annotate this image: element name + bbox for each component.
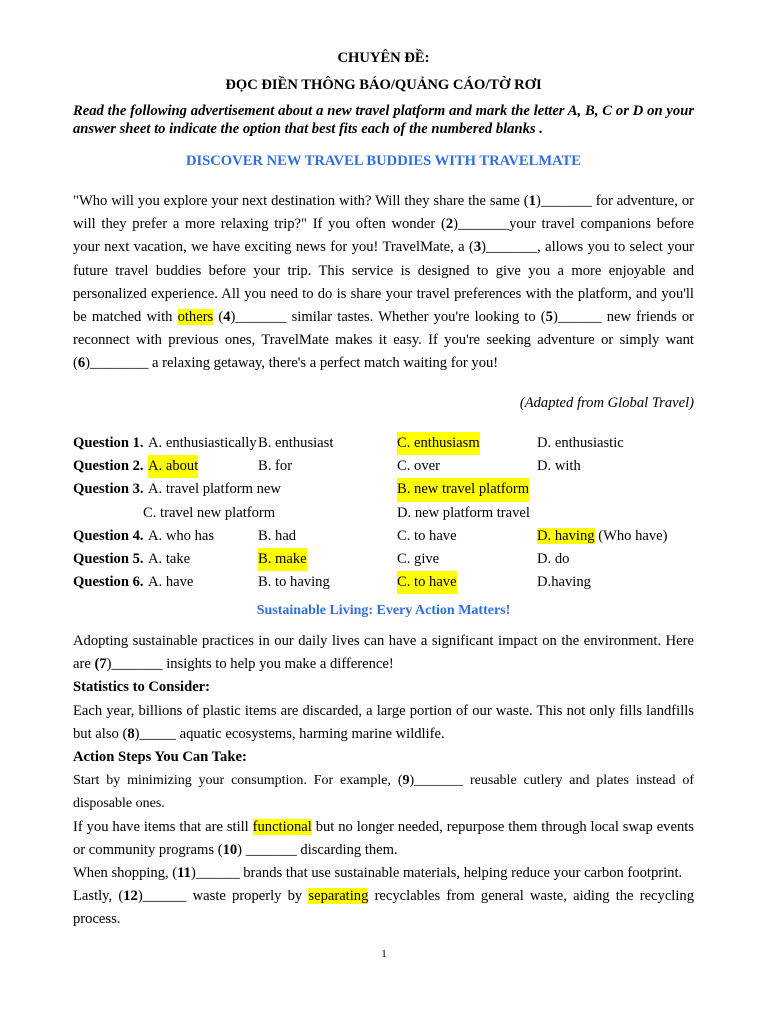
option-b: B. had xyxy=(258,527,297,544)
question-label: Question 3. xyxy=(73,481,144,498)
option-c: C. travel new platform xyxy=(143,504,276,521)
option-d-answer: D. having (Who have) xyxy=(537,527,668,544)
passage2-heading: Sustainable Living: Every Action Matters! xyxy=(256,603,511,618)
option-a: A. who has xyxy=(148,527,215,544)
highlighted-word: others xyxy=(177,309,214,326)
blank-number: (7 xyxy=(94,656,107,673)
option-a: A. enthusiastically xyxy=(148,435,257,451)
blank-number: 11 xyxy=(177,865,191,882)
blank-number: 12 xyxy=(123,888,138,905)
section-heading: Statistics to Consider: xyxy=(73,679,211,696)
question-row xyxy=(73,502,694,525)
question-row xyxy=(73,455,694,478)
question-row xyxy=(73,571,694,594)
blank-number: 10 xyxy=(222,841,238,858)
option-d: D. do xyxy=(537,550,570,567)
blank-number: 8 xyxy=(127,725,135,742)
paragraph: Start by minimizing your consumption. For example, (9)_______ reusable cutlery and plates instead of disposable ones. xyxy=(73,773,694,812)
passage2-body xyxy=(73,630,694,932)
topic-label: CHUYÊN ĐỀ: xyxy=(337,50,430,66)
questions-table xyxy=(73,432,694,594)
instruction-text: Read the following advertisement about a new travel platform and mark the letter A, B, C or D on your answer sheet to indicate the option that best fits each of the numbered blanks . xyxy=(73,103,694,137)
option-b-answer: B. new travel platform xyxy=(397,478,529,501)
option-a: A. have xyxy=(148,574,194,591)
option-b: B. for xyxy=(258,458,293,475)
paragraph: Lastly, (12)______ waste properly by separating recyclables from general waste, aiding the recycling process. xyxy=(73,888,695,928)
paragraph: Adopting sustainable practices in our daily lives can have a significant impact on the environment. Here are (7)_______ insights to help you make a difference! xyxy=(73,633,694,673)
topic-title: ĐỌC ĐIỀN THÔNG BÁO/QUẢNG CÁO/TỜ RƠI xyxy=(225,77,542,93)
question-row xyxy=(73,478,694,501)
option-a: A. take xyxy=(148,550,191,567)
passage1-body: "Who will you explore your next destination with? Will they share the same (1)_______ for adventure, or will they prefer a more relaxing trip?" If you often wonder (2)_______your travel companions before your next vacation, we have exciting news for you! TravelMate, a (3)_______, allows you to select your future travel buddies before your trip. This service is designed to give you a more enjoyable and personalized experience. All you need to do is share your travel preferences with the platform, and you'll be matched with others (4)_______ similar tastes. Whether you're looking to (5)______ new friends or reconnect with previous ones, TravelMate makes it easy. If you're seeking adventure or simply want (6)________ a relaxing getaway, there's a perfect match waiting for you! xyxy=(73,193,694,372)
option-c: C. give xyxy=(397,550,440,567)
question-label: Question 1. xyxy=(73,435,144,451)
source-note: (Adapted from Global Travel) xyxy=(519,395,694,411)
question-row xyxy=(73,548,694,571)
option-c-answer: C. to have xyxy=(397,571,457,594)
blank-number: 2 xyxy=(445,216,454,233)
question-row xyxy=(73,432,694,455)
option-d: D.having xyxy=(537,574,591,591)
option-c: C. over xyxy=(397,458,440,475)
option-b: B. to having xyxy=(258,574,330,591)
question-row xyxy=(73,525,694,548)
option-b-answer: B. make xyxy=(258,548,307,571)
option-a-answer: A. about xyxy=(148,455,198,478)
option-a: A. travel platform new xyxy=(148,481,281,498)
option-d: D. enthusiastic xyxy=(537,435,624,451)
question-label: Question 4. xyxy=(73,527,144,544)
question-label: Question 6. xyxy=(73,574,144,591)
page-number: 1 xyxy=(381,948,387,960)
paragraph: If you have items that are still functional but no longer needed, repurpose them through local swap events or community programs (10) _______ discarding them. xyxy=(73,818,694,858)
paragraph: When shopping, (11)______ brands that use sustainable materials, helping reduce your carbon footprint. xyxy=(73,865,683,882)
option-c-answer: C. enthusiasm xyxy=(397,432,480,455)
question-label: Question 5. xyxy=(73,550,144,567)
blank-number: 1 xyxy=(528,193,536,209)
blank-number: 9 xyxy=(402,773,410,789)
passage1-heading: DISCOVER NEW TRAVEL BUDDIES WITH TRAVELMATE xyxy=(185,153,582,169)
answer-note: (Who have) xyxy=(594,527,668,544)
highlighted-word: functional xyxy=(252,818,312,835)
option-b: B. enthusiast xyxy=(258,435,334,451)
blank-number: 4 xyxy=(223,309,231,326)
paragraph: Each year, billions of plastic items are discarded, a large portion of our waste. This not only fills landfills but also (8)_____ aquatic ecosystems, harming marine wildlife. xyxy=(73,702,694,742)
question-label: Question 2. xyxy=(73,458,144,475)
option-d: D. new platform travel xyxy=(397,504,530,521)
blank-number: 6 xyxy=(77,355,86,372)
section-heading: Action Steps You Can Take: xyxy=(73,749,247,766)
option-c: C. to have xyxy=(397,527,457,544)
blank-number: 5 xyxy=(545,309,553,326)
blank-number: 3 xyxy=(473,239,482,256)
highlighted-word: separating xyxy=(308,888,369,905)
option-d: D. with xyxy=(537,458,581,475)
